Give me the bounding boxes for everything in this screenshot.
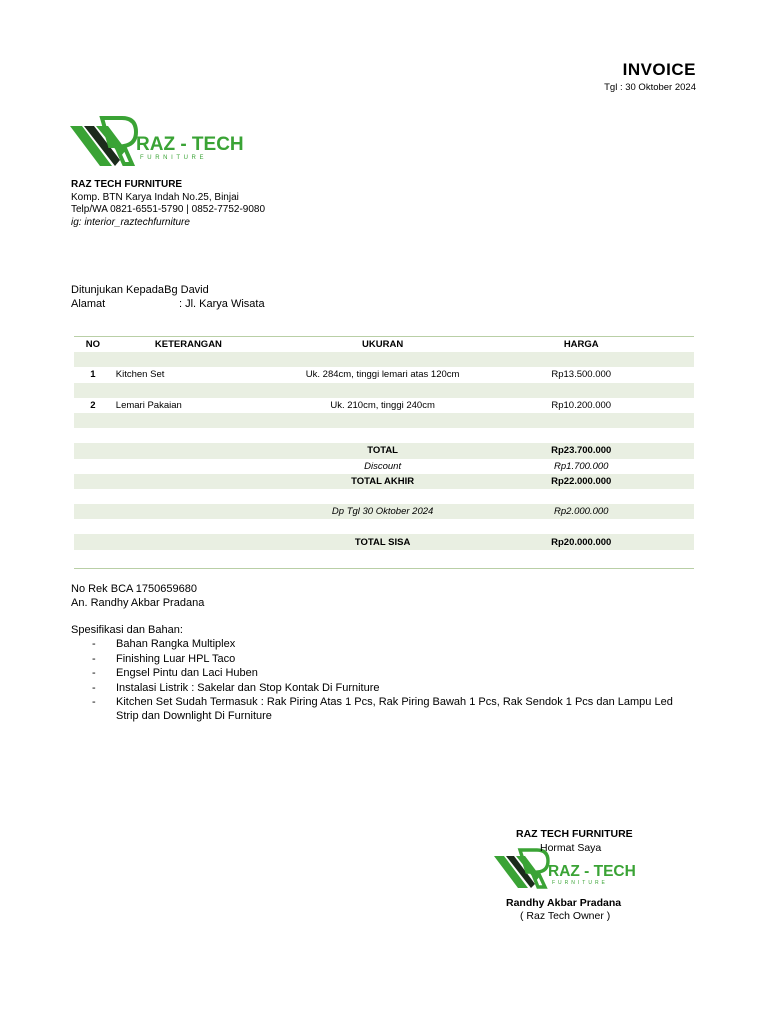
company-address: Komp. BTN Karya Indah No.25, Binjai: [71, 191, 239, 203]
discount-label: Discount: [364, 460, 402, 472]
total-value: Rp23.700.000: [504, 443, 658, 458]
table-row: [74, 398, 694, 413]
total-row: [74, 443, 694, 458]
header-keterangan: KETERANGAN: [112, 337, 261, 353]
logo-brand-text: RAZ - TECH: [548, 863, 636, 880]
item-harga: Rp13.500.000: [551, 369, 612, 381]
down-payment-value: Rp2.000.000: [504, 504, 658, 519]
table-row: [74, 352, 694, 367]
table-header-row: [74, 337, 694, 353]
header-ukuran: UKURAN: [261, 337, 504, 353]
list-item: - Bahan Rangka Multiplex: [92, 638, 236, 651]
final-total-value: Rp22.000.000: [504, 474, 658, 489]
logo-mark-icon: [70, 118, 136, 166]
bank-account: No Rek BCA 1750659680: [71, 583, 197, 595]
spec-item-text: Engsel Pintu dan Laci Huben: [116, 667, 258, 680]
recipient-block: [71, 284, 265, 311]
item-harga: Rp10.200.000: [551, 399, 612, 411]
signature-role: ( Raz Tech Owner ): [520, 910, 611, 922]
invoice-date: Tgl : 30 Oktober 2024: [604, 82, 696, 93]
list-item: - Instalasi Listrik : Sakelar dan Stop Kontak Di Furniture: [92, 681, 380, 694]
invoice-table: [74, 336, 694, 550]
list-item: - Engsel Pintu dan Laci Huben: [92, 667, 258, 680]
item-ukuran: Uk. 210cm, tinggi 240cm: [330, 399, 435, 411]
bank-info: [71, 583, 204, 610]
company-phone: Telp/WA 0821-6551-5790 | 0852-7752-9080: [71, 204, 266, 216]
specification-block: [71, 623, 676, 724]
address-value: : Jl. Karya Wisata: [179, 297, 265, 310]
down-payment-row: [74, 504, 694, 519]
final-total-label: TOTAL AKHIR: [261, 474, 504, 489]
company-name: RAZ TECH FURNITURE: [71, 179, 183, 190]
final-total-row: [74, 474, 694, 489]
item-no: 1: [90, 369, 96, 381]
logo-brand-text: RAZ - TECH: [136, 134, 244, 155]
invoice-title: INVOICE: [622, 60, 696, 79]
recipient-label: Ditunjukan Kepada: [71, 284, 164, 296]
table-row: [74, 383, 694, 398]
table-row: [74, 428, 694, 443]
raz-tech-logo: [68, 114, 248, 178]
remaining-value: Rp20.000.000: [504, 534, 658, 549]
spec-item-text: Instalasi Listrik : Sakelar dan Stop Kontak Di Furniture: [116, 681, 380, 694]
logo-mark-icon: [494, 850, 548, 888]
discount-row: [74, 459, 694, 474]
discount-value: Rp1.700.000: [554, 460, 609, 472]
remaining-label: TOTAL SISA: [261, 534, 504, 549]
bank-holder: An. Randhy Akbar Pradana: [71, 596, 205, 609]
table-row: [74, 489, 694, 504]
table-row: [74, 519, 694, 534]
list-item: - Kitchen Set Sudah Termasuk : Rak Piring Atas 1 Pcs, Rak Piring Bawah 1 Pcs, Rak Sendok 1 Pcs dan Lampu Led Strip dan Downlight Di Furniture: [92, 696, 673, 723]
item-no: 2: [90, 399, 96, 411]
table-row: [74, 413, 694, 428]
table-bottom-divider: [74, 568, 694, 569]
spec-title: Spesifikasi dan Bahan:: [71, 624, 183, 636]
down-payment-label: Dp Tgl 30 Oktober 2024: [261, 504, 504, 519]
logo-tagline-text: FURNITURE: [140, 155, 208, 161]
spec-item-text: Bahan Rangka Multiplex: [116, 638, 236, 651]
spec-list: [71, 637, 676, 723]
signature-company: RAZ TECH FURNITURE: [516, 828, 633, 840]
signature-greeting: Hormat Saya: [540, 842, 602, 854]
item-keterangan: Kitchen Set: [115, 369, 165, 381]
list-item: - Finishing Luar HPL Taco: [92, 652, 236, 665]
total-label: TOTAL: [261, 443, 504, 458]
header-no: NO: [74, 337, 112, 353]
spec-item-text: Kitchen Set Sudah Termasuk : Rak Piring Atas 1 Pcs, Rak Piring Bawah 1 Pcs, Rak Sendok 1 Pcs dan Lampu Led Strip dan Downlight Di Furniture: [116, 696, 673, 723]
item-ukuran: Uk. 284cm, tinggi lemari atas 120cm: [305, 369, 460, 381]
table-row: [74, 367, 694, 382]
logo-tagline-text: FURNITURE: [552, 880, 608, 886]
address-label: Alamat: [71, 297, 106, 310]
remaining-row: [74, 534, 694, 549]
recipient-value: : Bg David: [158, 284, 209, 296]
spec-item-text: Finishing Luar HPL Taco: [116, 652, 236, 665]
item-keterangan: Lemari Pakaian: [115, 399, 182, 411]
signature-name: Randhy Akbar Pradana: [506, 897, 622, 909]
company-instagram: ig: interior_raztechfurniture: [71, 216, 190, 228]
company-info: [71, 179, 265, 229]
header-harga: HARGA: [504, 337, 658, 353]
